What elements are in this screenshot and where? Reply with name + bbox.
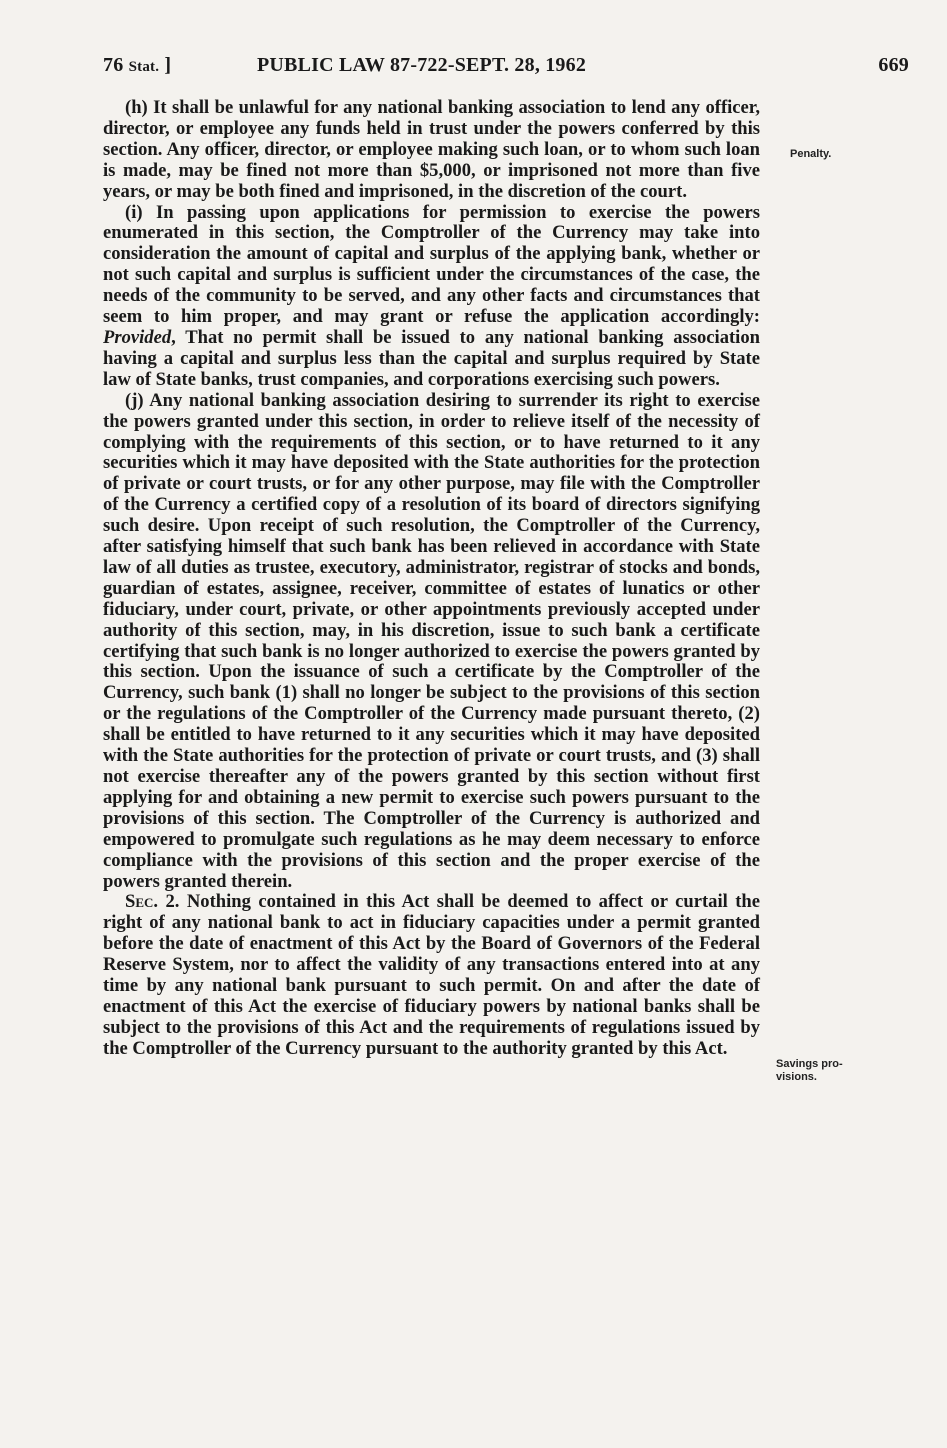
provided-proviso: Provided (103, 326, 172, 348)
section-2: Sec. 2. Nothing contained in this Act shall be deemed to affect or curtail the right of any national bank to act in fiduciary capacities under a permit granted before the date of enactment of this Act by the Board of Governors of the Federal Reserve System, nor to affect the validity of any transactions entered into at any time by any national bank pursuant to such permit. On and after the date of enactment of this Act the exercise of fiduciary powers by national banks shall be subject to the provisions of this Act and the requirements of regulations issued by the Comptroller of the Currency pursuant to the authority granted by this Act. (103, 891, 760, 1059)
margin-note-savings-provisions: Savings pro- visions. (776, 1058, 843, 1083)
margin-note-penalty: Penalty. (790, 148, 832, 160)
statute-label: Stat. (128, 59, 160, 75)
public-law-title: PUBLIC LAW 87-722-SEPT. 28, 1962 (257, 54, 587, 76)
paragraph-i: (i) In passing upon applications for permission to exercise the powers enumerated in this section, the Comptroller of the Currency may take into consideration the amount of capital and surplus of the applying bank, whether or not such capital and surplus is sufficient under the circumstances of the case, the needs of the community to be served, and any other facts and circumstances that seem to him proper, and may grant or refuse the application accordingly: Provided, That no permit shall be issued to any national banking association having a capital and surplus less than the capital and surplus required by State law of State banks, trust companies, and corporations exercising such powers. (103, 201, 760, 390)
page-header (103, 54, 909, 84)
statute-reference: 76 Stat. ] (103, 54, 172, 76)
section-2-label: Sec. 2. (125, 891, 180, 913)
paragraph-j: (j) Any national banking association desiring to surrender its right to exercise the powers granted under this section, in order to relieve itself of the necessity of complying with the requirements of this section, or to have returned to it any securities which it may have deposited with the State authorities for the protection of private or court trusts, or for any other purpose, may file with the Comptroller of the Currency a certified copy of a resolution of its board of directors signifying such desire. Upon receipt of such resolution, the Comptroller of the Currency, after satisfying himself that such bank has been relieved in accordance with State law of all duties as trustee, executory, administrator, registrar of stocks and bonds, guardian of estates, assignee, receiver, committee of estates of lunatics or other fiduciary, under court, private, or other appointments previously accepted under authority of this section, may, in his discretion, issue to such bank a certificate certifying that such bank is no longer authorized to exercise the powers granted by this section. Upon the issuance of such a certificate by the Comptroller of the Currency, such bank (1) shall no longer be subject to the provisions of this section or the regulations of the Comptroller of the Currency made pursuant thereto, (2) shall be entitled to have returned to it any securities which it may have deposited with the State authorities for the protection of private or court trusts, and (3) shall not exercise thereafter any of the powers granted by this section without first applying for and obtaining a new permit to exercise such powers pursuant to the provisions of this section. The Comptroller of the Currency is authorized and empowered to promulgate such regulations as he may deem necessary to enforce compliance with the provisions of this section and the proper exercise of the powers granted therein. (103, 389, 760, 892)
body-text (103, 98, 760, 1060)
paragraph-h: (h) It shall be unlawful for any national banking association to lend any officer, director, or employee any funds held in trust under the powers conferred by this section. Any officer, director, or employee making such loan, or to whom such loan is made, may be fined not more than $5,000, or imprisoned not more than five years, or may be both fined and imprisoned, in the discretion of the court. (103, 97, 760, 202)
page-number: 669 (878, 54, 909, 76)
